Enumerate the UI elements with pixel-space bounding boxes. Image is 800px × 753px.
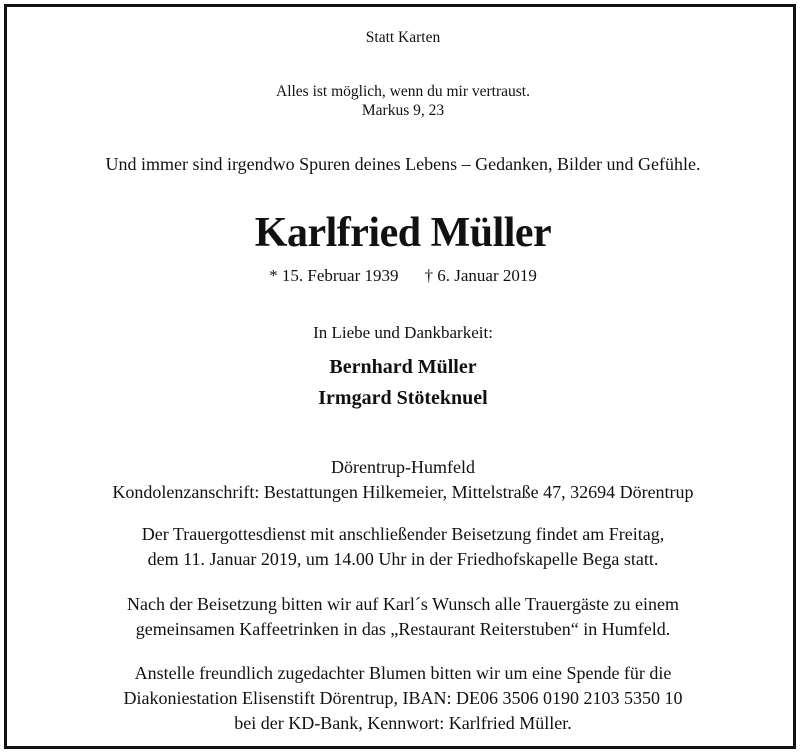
death-date: † 6. Januar 2019 bbox=[424, 266, 537, 285]
life-dates bbox=[7, 267, 799, 284]
location: Dörentrup-Humfeld bbox=[331, 457, 475, 477]
motto: Und immer sind irgendwo Spuren deines Lebens – Gedanken, Bilder und Gefühle. bbox=[105, 154, 701, 174]
service-line: Der Trauergottesdienst mit anschließender Beisetzung findet am Freitag, bbox=[141, 524, 665, 544]
verse-text: Alles ist möglich, wenn du mir vertraust. bbox=[276, 83, 530, 100]
deceased-name: Karlfried Müller bbox=[254, 210, 552, 256]
mourner-name: Irmgard Stöteknuel bbox=[318, 387, 488, 409]
donation-line: Diakoniestation Elisenstift Dörentrup, IBAN: DE06 3506 0190 2103 5350 10 bbox=[123, 688, 683, 708]
birth-date: * 15. Februar 1939 bbox=[269, 266, 399, 285]
obituary-notice bbox=[4, 4, 796, 749]
condolence-address: Kondolenzanschrift: Bestattungen Hilkemeier, Mittelstraße 47, 32694 Dörentrup bbox=[112, 482, 694, 502]
donation-line: Anstelle freundlich zugedachter Blumen bitten wir um eine Spende für die bbox=[134, 663, 672, 683]
header-statt-karten: Statt Karten bbox=[365, 29, 441, 46]
donation-line: bei der KD-Bank, Kennwort: Karlfried Müller. bbox=[234, 713, 572, 733]
reception-line: Nach der Beisetzung bitten wir auf Karl´s Wunsch alle Trauergäste zu einem bbox=[127, 594, 679, 614]
verse-reference: Markus 9, 23 bbox=[361, 102, 445, 119]
mourner-name: Bernhard Müller bbox=[329, 356, 477, 378]
mourners-intro: In Liebe und Dankbarkeit: bbox=[313, 323, 493, 342]
reception-line: gemeinsamen Kaffeetrinken in das „Restaurant Reiterstuben“ in Humfeld. bbox=[135, 619, 671, 639]
service-line: dem 11. Januar 2019, um 14.00 Uhr in der Friedhofskapelle Bega statt. bbox=[147, 549, 659, 569]
